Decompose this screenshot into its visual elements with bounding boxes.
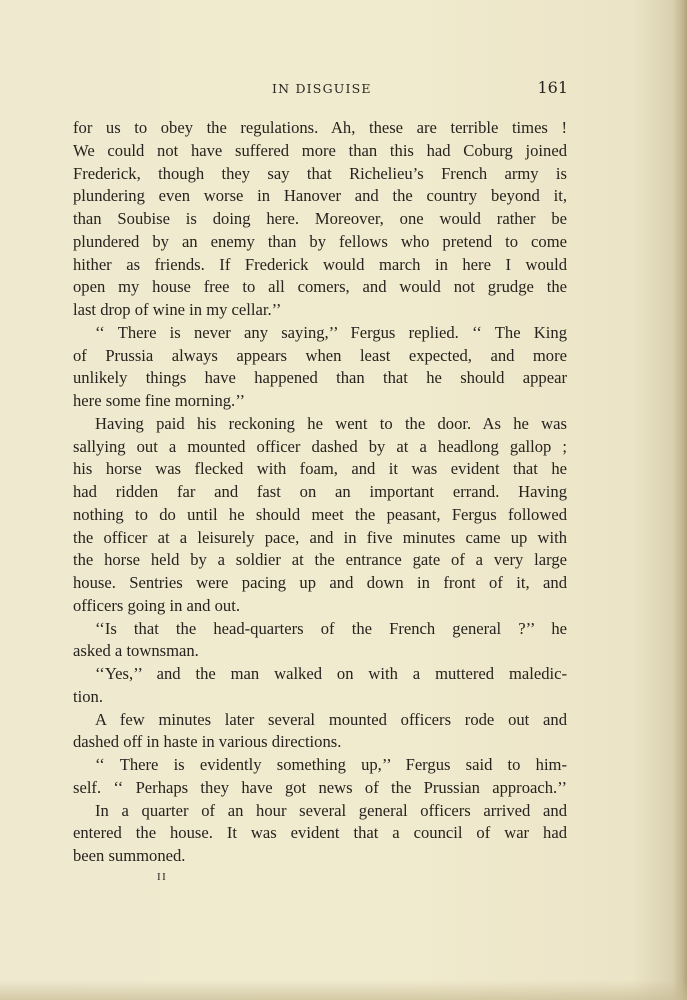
running-title: IN DISGUISE <box>272 81 372 96</box>
text-line: ‘‘ There is evidently something up,’’ Fergus said to him- <box>95 755 567 774</box>
text-line: In a quarter of an hour several general officers arrived and <box>95 800 567 820</box>
text-line: We could not have suffered more than this had Coburg joined <box>73 140 567 160</box>
text-line: ‘‘Yes,’’ and the man walked on with a muttered maledic- <box>95 664 567 683</box>
text-line: Frederick, though they say that Richelieu’s French army is <box>73 163 567 183</box>
text-line: plundered by an enemy than by fellows who pretend to come <box>73 231 567 251</box>
text-line: entered the house. It was evident that a council of war had <box>73 823 567 843</box>
page-edge-shadow <box>673 0 687 1000</box>
text-line: had ridden far and fast on an important errand. Having <box>73 482 567 501</box>
text-line: hither as friends. If Frederick would march in here I would <box>73 254 567 274</box>
running-header <box>72 78 568 102</box>
text-line: ‘‘Is that the head-quarters of the French general ?’’ he <box>95 618 567 638</box>
text-line: plundering even worse in Hanover and the country beyond it, <box>73 186 567 206</box>
text-line: his horse was flecked with foam, and it was evident that he <box>73 459 567 479</box>
page-bottom-shadow <box>0 980 687 1000</box>
text-line: last drop of wine in my cellar.’’ <box>73 300 282 319</box>
text-line: ‘‘ There is never any saying,’’ Fergus replied. ‘‘ The King <box>95 322 567 342</box>
page-number: 161 <box>537 78 568 97</box>
text-line: asked a townsman. <box>73 641 199 661</box>
text-line: been summoned. <box>73 846 186 865</box>
text-line: A few minutes later several mounted officers rode out and <box>95 709 567 729</box>
text-line: self. ‘‘ Perhaps they have got news of the Prussian approach.’’ <box>73 777 567 797</box>
text-line: open my house free to all comers, and would not grudge the <box>73 277 567 297</box>
signature-mark: II <box>157 871 168 883</box>
text-line: tion. <box>73 686 103 706</box>
text-line: sallying out a mounted officer dashed by at a headlong gallop ; <box>73 436 567 456</box>
text-line: the officer at a leisurely pace, and in five minutes came up with <box>73 527 567 547</box>
text-line: of Prussia always appears when least expected, and more <box>73 345 567 365</box>
text-line: officers going in and out. <box>73 595 240 615</box>
text-line: nothing to do until he should meet the peasant, Fergus followed <box>73 504 567 524</box>
text-line: house. Sentries were pacing up and down in front of it, and <box>73 573 567 592</box>
text-line: for us to obey the regulations. Ah, these are terrible times ! <box>73 118 567 137</box>
text-line: Having paid his reckoning he went to the door. As he was <box>95 413 567 433</box>
text-line: unlikely things have happened than that he should appear <box>73 368 567 388</box>
text-line: dashed off in haste in various directions. <box>73 732 342 752</box>
text-line: here some fine morning.’’ <box>73 391 246 410</box>
text-line: the horse held by a soldier at the entrance gate of a very large <box>73 550 567 570</box>
body-text <box>73 117 567 868</box>
text-line: than Soubise is doing here. Moreover, one would rather be <box>73 209 567 228</box>
